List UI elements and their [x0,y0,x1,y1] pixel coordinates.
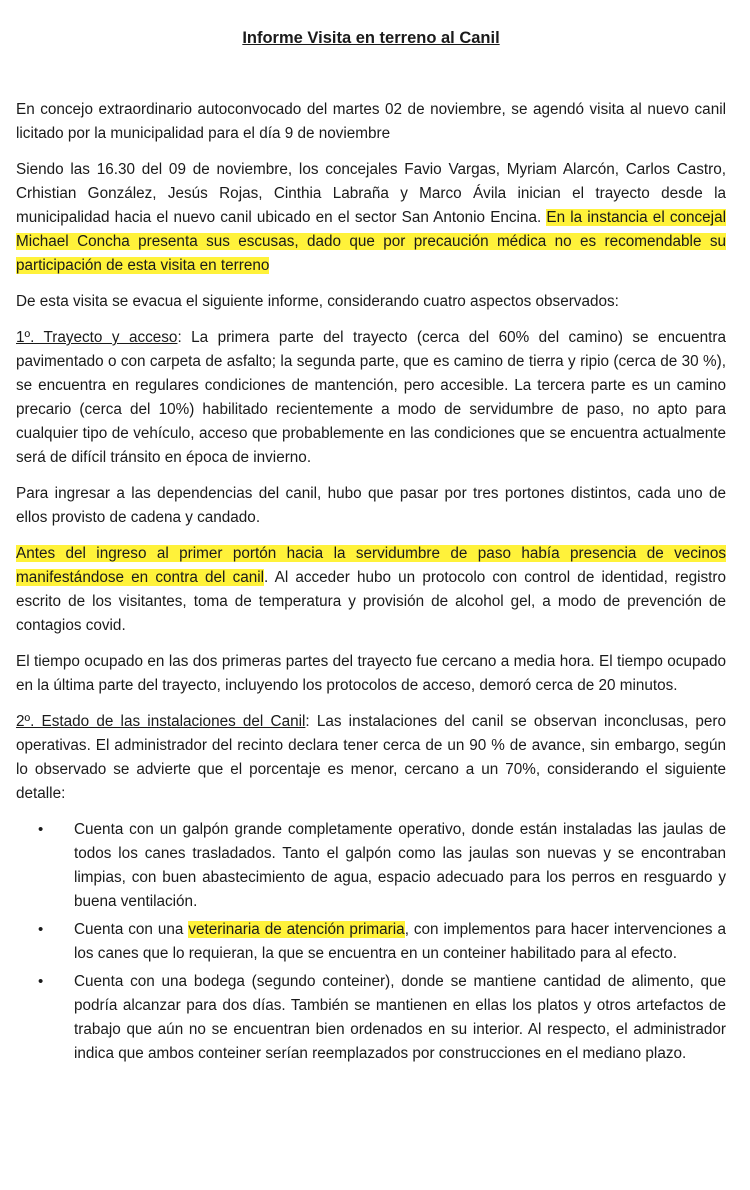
section-text-trayecto: : La primera parte del trayecto (cerca del 60% del camino) se encuentra pavimentado o con carpeta de asfalto; la segunda parte, que es camino de tierra y ripio (cerca de 30 %), se encuentra en regulares condiciones de mantención, pero accesible. La tercera parte es un camino precario (cerca del 10%) habilitado recientemente a modo de servidumbre de paso, no apto para cualquier tipo de vehículo, acceso que probablemente en las condiciones que se encuentra actualmente será de difícil tránsito en época de invierno. [16,329,726,466]
paragraph-portones: Para ingresar a las dependencias del canil, hubo que pasar por tres portones distintos, cada uno de ellos provisto de cadena y candado. [16,485,726,526]
paragraph-attendees [16,158,726,278]
bullet-icon: • [38,921,44,938]
list-item-text-before: Cuenta con una [74,921,189,938]
paragraph-intro: En concejo extraordinario autoconvocado del martes 02 de noviembre, se agendó visita al nuevo canil licitado por la municipalidad para el día 9 de noviembre [16,101,726,142]
list-item-text-after: , con implementos para hacer intervenciones a los canes que lo requieran, la que se encuentra en un conteiner habilitado para al efecto. [74,921,726,962]
bullet-icon: • [38,821,44,838]
bullet-icon: • [38,973,44,990]
section-heading-trayecto: 1º. Trayecto y acceso [16,329,178,346]
highlight-veterinaria: veterinaria de atención primaria [188,921,405,938]
section-text-instalaciones: : Las instalaciones del canil se observan inconclusas, pero operativas. El administrador del recinto declara tener cerca de un 90 % de avance, sin embargo, según lo observado se advierte que el porcentaje es menor, cercano a un 70%, considerando el siguiente detalle: [16,713,726,802]
list-item [16,818,726,914]
highlight-absence: En la instancia el concejal Michael Concha presenta sus escusas, dado que por precaución médica no es recomendable su participación de esta visita en terreno [16,209,726,274]
section-instalaciones [16,710,726,806]
section-heading-instalaciones: 2º. Estado de las instalaciones del Canil [16,713,306,730]
list-item-text: Cuenta con una bodega (segundo conteiner), donde se mantiene cantidad de alimento, que podría alcanzar para dos días. También se mantienen en ellas los platos y otros artefactos de trabajo que aún no se encuentran bien ordenados en su interior. Al respecto, el administrador indica que ambos conteiner serían reemplazados por construcciones en el mediano plazo. [74,973,726,1062]
list-item [16,970,726,1066]
highlight-vecinos: Antes del ingreso al primer portón hacia la servidumbre de paso había presencia de vecinos manifestándose en contra del canil [16,545,726,586]
paragraph-tiempo: El tiempo ocupado en las dos primeras partes del trayecto fue cercano a media hora. El tiempo ocupado en la última parte del trayecto, incluyendo los protocolos de acceso, demoró cerca de 20 minutos. [16,653,726,694]
detail-list [16,818,726,1066]
document-title: Informe Visita en terreno al Canil [242,29,500,47]
list-item-text: Cuenta con un galpón grande completamente operativo, donde están instaladas las jaulas de todos los canes trasladados. Tanto el galpón como las jaulas son nuevas y se encontraban limpias, con buen abastecimiento de agua, espacio adecuado para los perros en resguardo y buena ventilación. [74,821,726,910]
paragraph-acceso [16,542,726,638]
list-item [16,918,726,966]
attendees-text: Siendo las 16.30 del 09 de noviembre, los concejales Favio Vargas, Myriam Alarcón, Carlos Castro, Crhistian González, Jesús Rojas, Cinthia Labraña y Marco Ávila inician el trayecto desde la municipalidad hacia el nuevo canil ubicado en el sector San Antonio Encina. [16,161,726,226]
acceso-text: . Al acceder hubo un protocolo con control de identidad, registro escrito de los visitantes, toma de temperatura y provisión de alcohol gel, a modo de prevención de contagios covid. [16,569,726,634]
section-trayecto [16,326,726,470]
paragraph-report-intro: De esta visita se evacua el siguiente informe, considerando cuatro aspectos observados: [16,293,619,310]
